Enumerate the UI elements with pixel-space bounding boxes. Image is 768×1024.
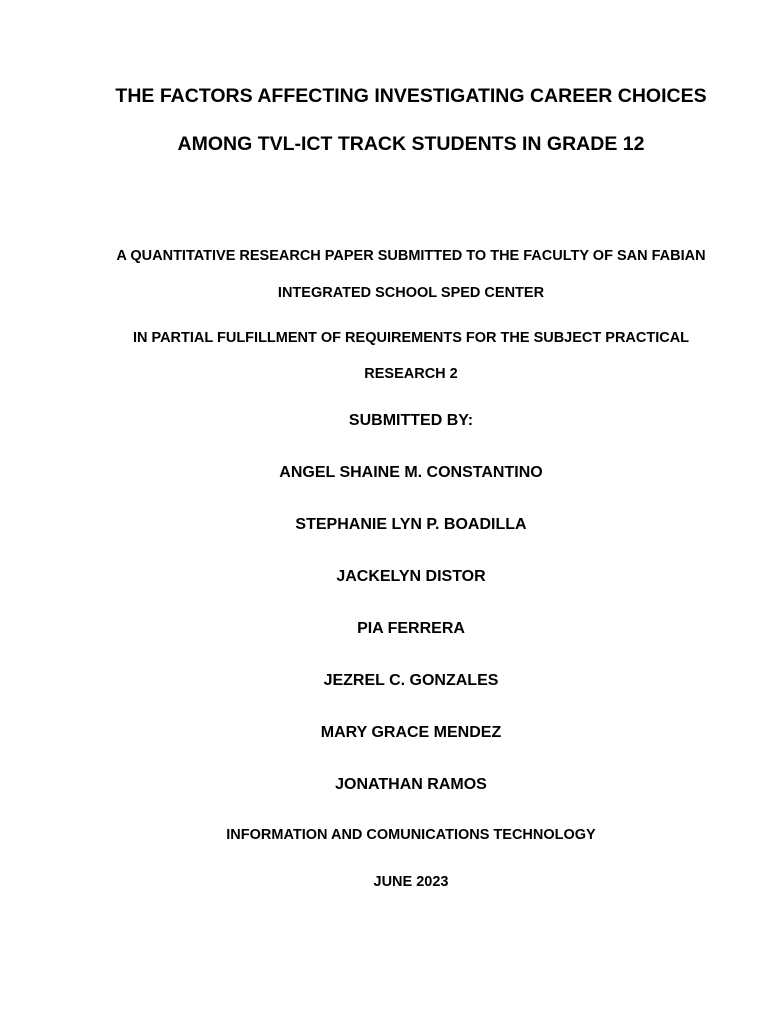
title-line-1: THE FACTORS AFFECTING INVESTIGATING CAREER CHOICES	[115, 85, 707, 107]
description-line-4: RESEARCH 2	[364, 366, 458, 382]
author-name: ANGEL SHAINE M. CONSTANTINO	[279, 464, 543, 481]
title-line-2: AMONG TVL-ICT TRACK STUDENTS IN GRADE 12	[177, 133, 645, 155]
author-name: JACKELYN DISTOR	[336, 568, 486, 585]
description-line-2: INTEGRATED SCHOOL SPED CENTER	[277, 285, 545, 301]
description-line-1: A QUANTITATIVE RESEARCH PAPER SUBMITTED TO THE FACULTY OF SAN FABIAN	[116, 248, 706, 264]
submitted-by-label: SUBMITTED BY:	[348, 412, 474, 429]
author-name: JEZREL C. GONZALES	[323, 672, 499, 689]
strand-label: INFORMATION AND COMUNICATIONS TECHNOLOGY	[226, 827, 596, 843]
author-name: PIA FERRERA	[357, 620, 465, 637]
author-name: JONATHAN RAMOS	[335, 776, 487, 793]
author-name: STEPHANIE LYN P. BOADILLA	[295, 516, 527, 533]
author-name: MARY GRACE MENDEZ	[320, 724, 502, 741]
description-line-3: IN PARTIAL FULFILLMENT OF REQUIREMENTS FOR THE SUBJECT PRACTICAL	[132, 330, 690, 346]
submission-date: JUNE 2023	[373, 874, 449, 890]
